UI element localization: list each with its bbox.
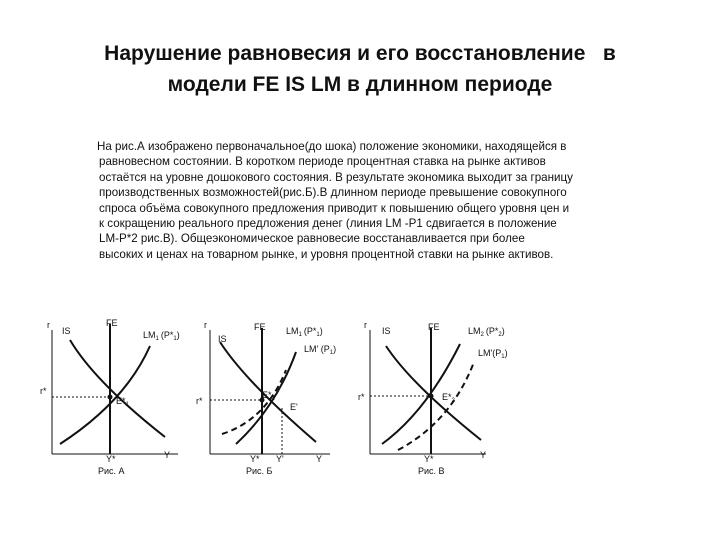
ystar-label: Y* [424, 454, 434, 464]
figure-a-diagram [40, 312, 200, 487]
lm-curve [60, 346, 150, 444]
slide-title [0, 38, 720, 100]
y-axis-label: Y [164, 450, 171, 460]
figure-b [196, 312, 356, 487]
paragraph-line: LM-P*2 рис.В). Общеэкономическое равновесие восстанавливается при более [99, 232, 525, 246]
yprime-label: Y' [276, 454, 284, 464]
figure-b-diagram [196, 312, 356, 487]
figure-a-caption: Рис. А [98, 466, 125, 476]
r-axis-label: r [47, 320, 50, 330]
fe-label: FE [428, 322, 440, 332]
is-label: IS [218, 334, 227, 344]
y-axis-label: Y [316, 454, 323, 464]
figure-a [40, 312, 200, 487]
paragraph-line: равновесном состоянии. В коротком периоде процентная ставка на рынке активов [99, 155, 546, 169]
paragraph-line: высоких и ценах на товарном рынке, и уровня процентной ставки на рынке активов. [99, 247, 554, 261]
figure-c-caption: Рис. В [418, 466, 445, 476]
rstar-label: r* [196, 396, 203, 406]
figure-c [356, 312, 526, 487]
rstar-label: r* [40, 386, 47, 396]
explanation-paragraph [97, 139, 697, 262]
ystar-label: Y* [106, 454, 116, 464]
equilibrium-label: $E*_1$ [116, 396, 129, 408]
paragraph-line: спроса объёма совокупного предложения приводит к повышению общего уровня цен и [99, 201, 570, 215]
is-curve [70, 340, 165, 437]
r-axis-label: r [204, 320, 207, 330]
paragraph-line: На рис.А изображено первоначальное(до шока) положение экономики, находящейся в [97, 140, 567, 153]
figure-c-diagram [356, 312, 526, 487]
lm-prime-label: LM' $(P_1)$ [304, 344, 337, 356]
equilibrium-label: $E*_1$ [262, 390, 275, 402]
paragraph-line: производственных возможностей(рис.Б).В длинном периоде превышение совокупного [99, 186, 567, 200]
equilibrium-point [108, 395, 113, 400]
ystar-label: Y* [250, 454, 260, 464]
paragraph-line: остаётся на уровне дошокового состояния. В результате экономика выходит за границу [99, 170, 573, 184]
paragraph-line: к сокращению реального предложения денег (линия LM -P1 сдвигается в положение [99, 217, 557, 231]
y-axis-label: Y [480, 450, 487, 460]
lm-prime-label: $LM'(P_1)$ [478, 348, 508, 360]
e-prime-label: E' [290, 402, 298, 412]
equilibrium-label: $E*_2$ [442, 392, 455, 404]
r-axis-label: r [364, 320, 367, 330]
title-line-1: Нарушение равновесия и его восстановление в [104, 42, 616, 65]
is-label: IS [382, 326, 391, 336]
figure-b-caption: Рис. Б [246, 466, 273, 476]
title-line-2: модели FE IS LM в длинном периоде [167, 73, 553, 96]
fe-label: FE [254, 322, 266, 332]
equilibrium-point [429, 394, 434, 399]
lm-label: $LM_1$ $(P*_1)$ [143, 330, 180, 342]
rstar-label: r* [358, 392, 365, 402]
lm-label: $LM_1$ $(P*_1)$ [286, 326, 323, 338]
lm2-label: $LM_2$ $(P*_2)$ [468, 326, 505, 338]
fe-label: FE [106, 318, 118, 328]
is-label: IS [62, 326, 71, 336]
